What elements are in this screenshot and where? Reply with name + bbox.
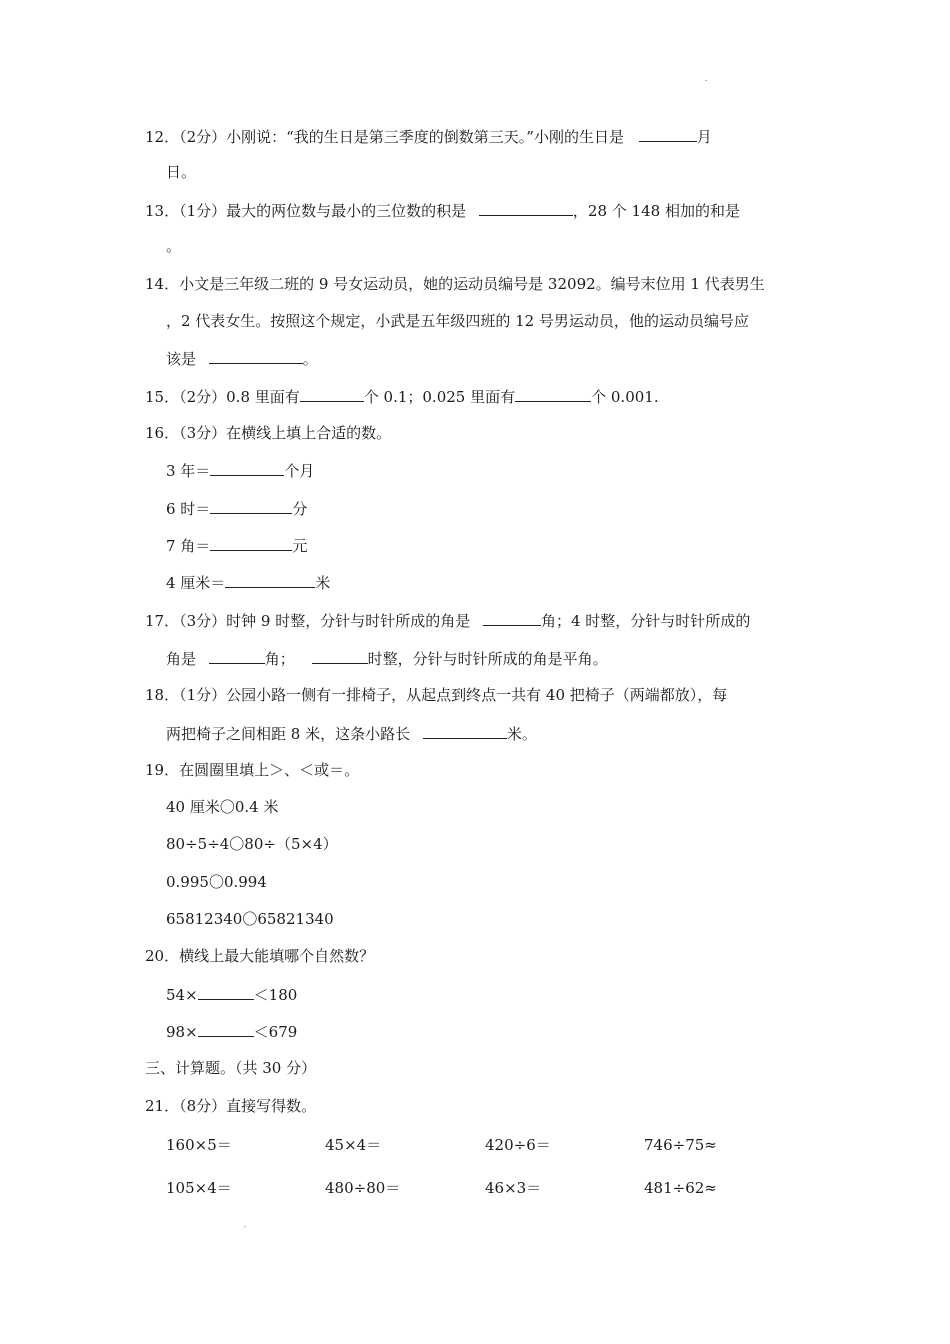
q19-item-1: 40 厘米〇0.4 米 xyxy=(166,798,279,816)
q21-r2-c3: 46×3＝ xyxy=(485,1179,542,1197)
decorative-dot xyxy=(705,80,707,81)
q15-text-a: 15．（2分）0.8 里面有 xyxy=(145,388,300,406)
question-16: 16．（3分）在横线上填上合适的数。 xyxy=(145,424,392,442)
q12-line2: 日。 xyxy=(166,163,197,181)
decorative-dot-bottom xyxy=(244,1226,246,1227)
q13-text-b: ，28 个 148 相加的和是 xyxy=(572,202,740,220)
q15-blank-2[interactable] xyxy=(515,386,591,402)
q16-item-3 xyxy=(166,535,307,556)
q14-text-b: 。 xyxy=(302,350,318,368)
q20-item-2-right: ＜679 xyxy=(253,1023,298,1041)
q13-line2: 。 xyxy=(166,237,182,255)
question-20: 20．横线上最大能填哪个自然数？ xyxy=(145,947,375,965)
question-17 xyxy=(145,610,750,631)
q21-r2-c2: 480÷80＝ xyxy=(325,1179,401,1197)
q16-item-4-unit: 米 xyxy=(315,574,331,592)
q16-item-4 xyxy=(166,572,330,593)
q21-r1-c1: 160×5＝ xyxy=(166,1136,232,1154)
q20-item-1 xyxy=(166,984,297,1005)
q17-text-c: 角是 xyxy=(166,650,197,668)
q20-blank-2[interactable] xyxy=(198,1021,254,1037)
q21-r1-c3: 420÷6＝ xyxy=(485,1136,551,1154)
q21-r2-c1: 105×4＝ xyxy=(166,1179,232,1197)
section-3-heading: 三、计算题。（共 30 分） xyxy=(145,1059,317,1077)
q15-text-b: 个 0.1；0.025 里面有 xyxy=(363,388,516,406)
q21-r1-c4: 746÷75≈ xyxy=(644,1136,717,1154)
q16-blank-3[interactable] xyxy=(210,535,292,551)
q20-item-1-left: 54× xyxy=(166,986,198,1004)
q16-item-1 xyxy=(166,460,314,481)
q14-line3 xyxy=(166,348,318,369)
q17-blank-2[interactable] xyxy=(209,648,265,664)
q17-line2 xyxy=(166,648,608,669)
q15-blank-1[interactable] xyxy=(300,386,364,402)
q17-text-e: 时整，分针与时针所成的角是平角。 xyxy=(367,650,608,668)
q19-item-3: 0.995〇0.994 xyxy=(166,873,267,891)
q12-blank-month[interactable] xyxy=(639,126,697,142)
q16-item-1-unit: 个月 xyxy=(284,462,315,480)
q14-blank[interactable] xyxy=(209,348,303,364)
q15-text-c: 个 0.001. xyxy=(591,388,659,406)
q16-item-2-left: 6 时＝ xyxy=(166,500,211,518)
q20-item-2 xyxy=(166,1021,297,1042)
q16-item-3-unit: 元 xyxy=(292,537,308,555)
question-12 xyxy=(145,126,712,147)
q18-line2 xyxy=(166,723,537,744)
q16-item-3-left: 7 角＝ xyxy=(166,537,211,555)
q13-text-a: 13．（1分）最大的两位数与最小的三位数的积是 xyxy=(145,202,467,220)
q16-blank-4[interactable] xyxy=(225,572,315,588)
q21-r2-c4: 481÷62≈ xyxy=(644,1179,717,1197)
q16-item-2 xyxy=(166,498,307,519)
q16-item-4-left: 4 厘米＝ xyxy=(166,574,226,592)
q19-item-2: 80÷5÷4〇80÷（5×4） xyxy=(166,835,338,853)
q18-blank[interactable] xyxy=(423,723,507,739)
question-13 xyxy=(145,200,740,221)
q17-text-d: 角； xyxy=(264,650,295,668)
question-21: 21．（8分）直接写得数。 xyxy=(145,1097,317,1115)
q13-blank-1[interactable] xyxy=(479,200,573,216)
q12-month-label: 月 xyxy=(696,128,712,146)
question-19: 19．在圆圈里填上＞、＜或＝。 xyxy=(145,761,360,779)
q17-text-b: 角；4 时整，分针与时针所成的 xyxy=(541,612,751,630)
q20-item-1-right: ＜180 xyxy=(253,986,298,1004)
question-18: 18．（1分）公园小路一侧有一排椅子，从起点到终点一共有 40 把椅子（两端都放），每 xyxy=(145,686,728,704)
q17-blank-1[interactable] xyxy=(483,610,541,626)
q12-text: 12．（2分）小刚说：“我的生日是第三季度的倒数第三天。”小刚的生日是 xyxy=(145,128,624,146)
question-14: 14．小文是三年级二班的 9 号女运动员，她的运动员编号是 32092。编号末位用 1 代表男生 xyxy=(145,275,765,293)
q16-blank-2[interactable] xyxy=(210,498,292,514)
q20-item-2-left: 98× xyxy=(166,1023,198,1041)
q16-item-2-unit: 分 xyxy=(292,500,308,518)
q16-blank-1[interactable] xyxy=(210,460,284,476)
q14-line2: ，2 代表女生。按照这个规定，小武是五年级四班的 12 号男运动员，他的运动员编号应 xyxy=(166,312,749,330)
q20-blank-1[interactable] xyxy=(198,984,254,1000)
q18-text-a: 两把椅子之间相距 8 米，这条小路长 xyxy=(166,725,411,743)
q18-text-b: 米。 xyxy=(506,725,537,743)
q14-text-a: 该是 xyxy=(166,350,197,368)
q16-item-1-left: 3 年＝ xyxy=(166,462,211,480)
q21-r1-c2: 45×4＝ xyxy=(325,1136,382,1154)
q19-item-4: 65812340〇65821340 xyxy=(166,910,334,928)
q17-text-a: 17．（3分）时钟 9 时整，分针与时针所成的角是 xyxy=(145,612,471,630)
q17-blank-3[interactable] xyxy=(312,648,368,664)
question-15 xyxy=(145,386,659,407)
